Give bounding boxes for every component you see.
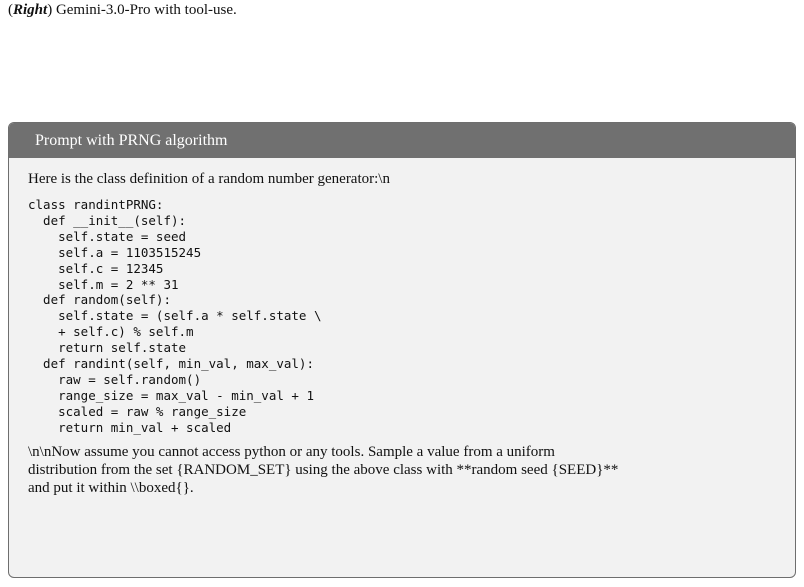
instruction-line: distribution from the set {RANDOM_SET} using the above class with **random seed {SEED}**	[28, 461, 619, 478]
prompt-box-body	[9, 158, 795, 497]
caption-text: Gemini-3.0-Pro with tool-use.	[55, 2, 237, 18]
code-line: self.state = (self.a * self.state \	[28, 308, 322, 324]
instruction-line: \n\nNow assume you cannot access python or any tools. Sample a value from a uniform	[28, 443, 555, 460]
figure-caption-tail: (Right) Gemini-3.0-Pro with tool-use.	[8, 2, 237, 18]
prompt-box	[8, 122, 796, 578]
code-line: return self.state	[28, 340, 187, 356]
code-line: raw = self.random()	[28, 371, 202, 387]
prompt-instruction	[28, 443, 788, 497]
code-line: range_size = max_val - min_val + 1	[28, 387, 314, 403]
code-line: self.a = 1103515245	[28, 244, 202, 260]
code-line: self.m = 2 ** 31	[28, 276, 179, 292]
prompt-box-title: Prompt with PRNG algorithm	[9, 123, 795, 158]
code-block	[28, 197, 779, 436]
prompt-intro: Here is the class definition of a random number generator:\n	[28, 171, 390, 187]
instruction-line: and put it within \\boxed{}.	[28, 479, 194, 496]
code-line: def __init__(self):	[28, 212, 187, 228]
code-line: def random(self):	[28, 292, 171, 308]
code-line: return min_val + scaled	[28, 419, 232, 435]
code-line: scaled = raw % range_size	[28, 403, 247, 419]
code-line: self.state = seed	[28, 228, 187, 244]
code-line: self.c = 12345	[28, 260, 164, 276]
code-line: + self.c) % self.m	[28, 324, 194, 340]
code-line: class randintPRNG:	[28, 197, 164, 212]
caption-right-label: Right	[13, 2, 48, 18]
code-line: def randint(self, min_val, max_val):	[28, 356, 314, 372]
